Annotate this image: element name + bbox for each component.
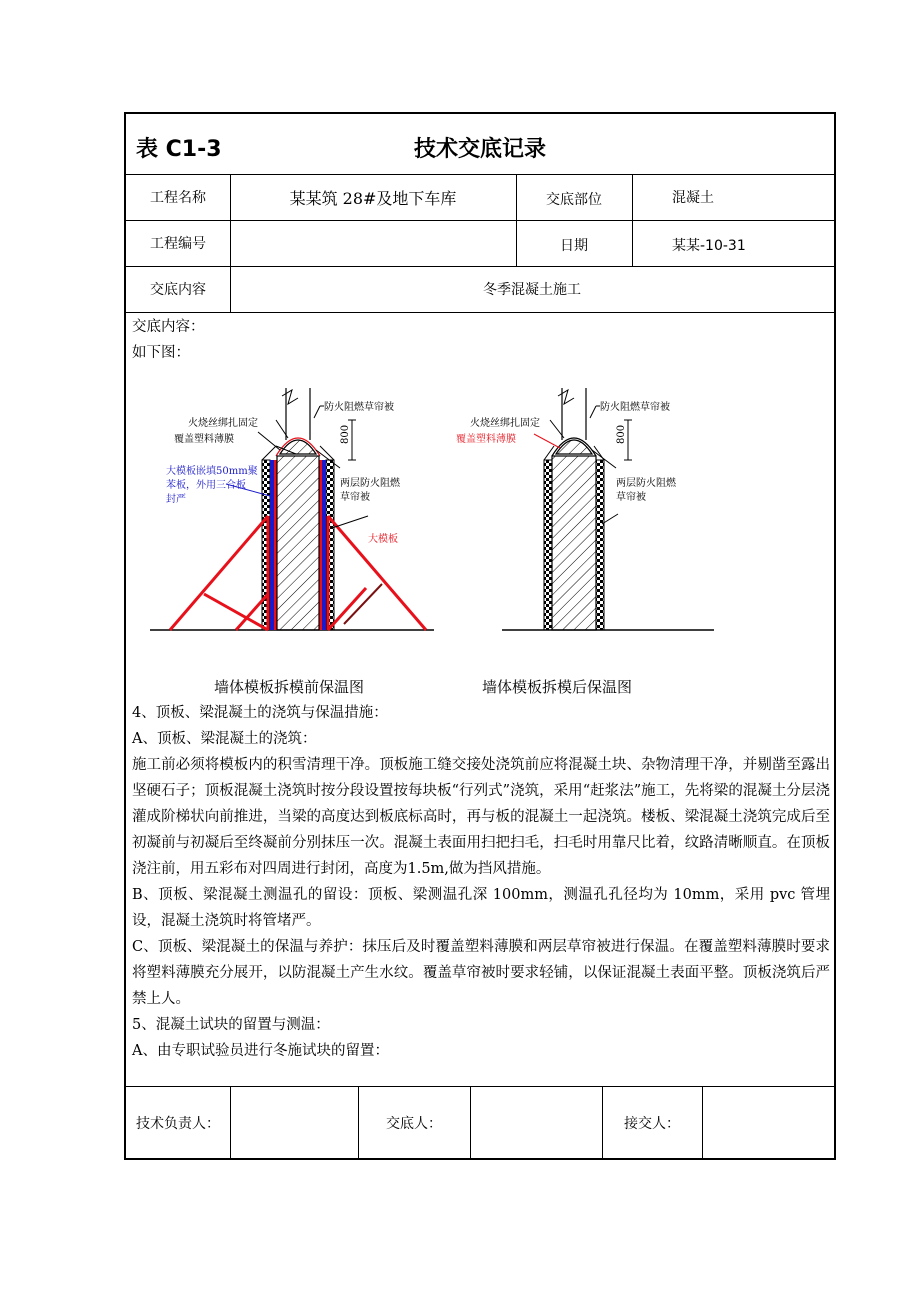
paragraph: 5、混凝土试块的留置与测温： <box>132 1017 330 1033</box>
tech-lead-field[interactable] <box>230 1086 358 1160</box>
wall-before-removal <box>150 388 434 630</box>
intro-line: 如下图： <box>132 345 190 361</box>
wall-after-removal <box>456 388 714 630</box>
blanket-layer <box>544 460 552 630</box>
label-plastic-film: 覆盖塑料薄膜 <box>456 434 516 445</box>
label-blue-note: 大模板嵌填50mm聚 <box>166 466 258 477</box>
date-label: 日期 <box>560 238 588 254</box>
intro-line: 交底内容： <box>132 319 205 335</box>
project-no-label: 工程编号 <box>150 236 206 252</box>
caption-before: 墙体模板拆模前保温图 <box>214 678 365 696</box>
polystyrene-board <box>270 460 274 630</box>
receiver-label: 接交人： <box>624 1116 680 1132</box>
label-blue-note: 封严 <box>166 494 186 505</box>
label-two-layer: 草帘被 <box>616 492 646 503</box>
tech-lead-label: 技术负责人： <box>136 1116 220 1132</box>
content-value: 冬季混凝土施工 <box>483 282 581 298</box>
label-wire-tie: 火烧丝绑扎固定 <box>188 418 258 429</box>
label-plastic-film: 覆盖塑料薄膜 <box>174 434 234 445</box>
divider <box>632 174 633 266</box>
fire-blanket-cap <box>280 440 316 454</box>
fire-blanket-cap <box>556 440 592 454</box>
content-label: 交底内容 <box>150 282 206 298</box>
project-name-label: 工程名称 <box>150 190 206 206</box>
label-wire-tie: 火烧丝绑扎固定 <box>470 418 540 429</box>
part-label: 交底部位 <box>546 192 602 208</box>
discloser-label: 交底人： <box>386 1116 442 1132</box>
paragraph: B、顶板、梁混凝土测温孔的留设：顶板、梁测温孔深 100mm，测温孔孔径均为 10mm，采用 pvc 管埋设，混凝土浇筑时将管堵严。 <box>132 887 830 929</box>
receiver-field[interactable] <box>702 1086 834 1160</box>
concrete-wall <box>277 456 319 630</box>
insulation-diagram <box>126 376 834 706</box>
label-blue-note: 苯板，外用三合板 <box>166 480 246 491</box>
dim-800: 800 <box>340 424 351 444</box>
dim-800: 800 <box>616 424 627 444</box>
blanket-layer <box>596 460 604 630</box>
concrete-wall <box>552 456 596 630</box>
paragraph: C、顶板、梁混凝土的保温与养护：抹压后及时覆盖塑料薄膜和两层草帘被进行保温。在覆盖塑料薄膜时要求将塑料薄膜充分展开，以防混凝土产生水纹。覆盖草帘被时要求轻铺，以保证混凝土表面平整。顶板浇筑后严禁上人。 <box>132 939 830 1007</box>
record-form <box>124 112 836 1160</box>
body-paragraphs <box>132 700 830 1064</box>
label-fire-blanket: 防火阻燃草帘被 <box>600 402 670 413</box>
paragraph: A、顶板、梁混凝土的浇筑： <box>132 731 317 747</box>
form-code: 表 C1-3 <box>136 137 222 162</box>
label-two-layer: 两层防火阻燃 <box>340 478 400 489</box>
date-value: 某某-10-31 <box>672 238 746 254</box>
body-intro <box>132 314 830 366</box>
caption-after: 墙体模板拆模后保温图 <box>482 678 633 696</box>
page-title: 技术交底记录 <box>413 137 546 162</box>
polystyrene-board <box>322 460 326 630</box>
label-fire-blanket: 防火阻燃草帘被 <box>324 402 394 413</box>
project-name: 某某筑 28#及地下车库 <box>289 188 457 208</box>
project-no <box>230 220 516 266</box>
paragraph: 施工前必须将模板内的积雪清理干净。顶板施工缝交接处浇筑前应将混凝土块、杂物清理干净，并剔凿至露出坚硬石子；顶板混凝土浇筑时按分段设置按每块板“行列式”浇筑，采用“赶浆法”施工，先将梁的混凝土分层浇灌成阶梯状向前推进，当梁的高度达到板底标高时，再与板的混凝土一起浇筑。楼板、梁混凝土浇筑完成后至初凝前与初凝后至终凝前分别抹压一次。混凝土表面用扫把扫毛，扫毛时用靠尺比着，纹路清晰顺直。在顶板浇注前，用五彩布对四周进行封闭，高度为1.5m,做为挡风措施。 <box>132 757 830 877</box>
part-value: 混凝土 <box>672 190 714 206</box>
paragraph: 4、顶板、梁混凝土的浇筑与保温措施： <box>132 705 388 721</box>
discloser-field[interactable] <box>470 1086 602 1160</box>
label-two-layer: 草帘被 <box>340 492 370 503</box>
divider <box>126 312 834 313</box>
label-two-layer: 两层防火阻燃 <box>616 478 676 489</box>
paragraph: A、由专职试验员进行冬施试块的留置： <box>132 1043 389 1059</box>
label-big-formwork: 大模板 <box>368 534 398 545</box>
